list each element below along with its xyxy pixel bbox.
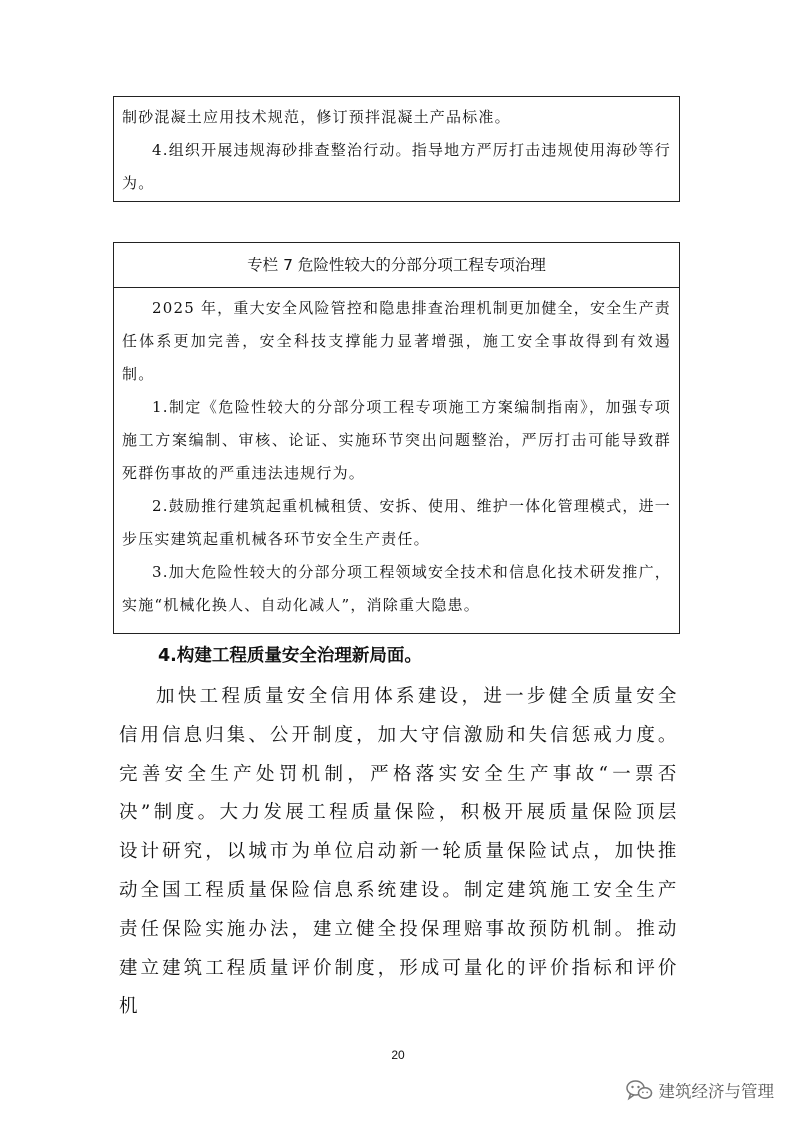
column-7-item-2: 2.鼓励推行建筑起重机械租赁、安拆、使用、维护一体化管理模式，进一步压实建筑起重机械各环节安全生产责任。 (122, 497, 671, 548)
section-body: 加快工程质量安全信用体系建设，进一步健全质量安全信用信息归集、公开制度，加大守信激励和失信惩戒力度。完善安全生产处罚机制，严格落实安全生产事故“一票否决”制度。大力发展工程质量保险，积极开展质量保险顶层设计研究，以城市为单位启动新一轮质量保险试点，加快推动全国工程质量保险信息系统建设。制定建筑施工安全生产责任保险实施办法，建立健全投保理赔事故预防机制。推动建立建筑工程质量评价制度，形成可量化的评价指标和评价机 (119, 686, 679, 1018)
column-7-title: 专栏 7 危险性较大的分部分项工程专项治理 (114, 243, 679, 288)
watermark-text: 建筑经济与管理 (658, 1082, 774, 1101)
section-heading: 4.构建工程质量安全治理新局面。 (158, 646, 422, 666)
box1-line-2: 4.组织开展违规海砂排查整治行动。指导地方严厉打击违规使用海砂等行为。 (122, 141, 671, 192)
column-7-item-1: 1.制定《危险性较大的分部分项工程专项施工方案编制指南》，加强专项施工方案编制、审核、论证、实施环节突出问题整治，严厉打击可能导致群死群伤事故的严重违法违规行为。 (122, 398, 671, 482)
watermark (625, 1078, 775, 1102)
wechat-icon (625, 1079, 653, 1101)
column-7-body (114, 288, 679, 622)
box1-line-1: 制砂混凝土应用技术规范，修订预拌混凝土产品标准。 (122, 108, 511, 126)
top-info-box (113, 96, 680, 202)
column-7-item-3: 3.加大危险性较大的分部分项工程领域安全技术和信息化技术研发推广，实施“机械化换人、自动化减人”，消除重大隐患。 (122, 563, 671, 614)
page-number: 20 (391, 1048, 405, 1062)
column-7-box (113, 242, 680, 634)
column-7-paragraph: 2025 年，重大安全风险管控和隐患排查治理机制更加健全，安全生产责任体系更加完善，安全科技支撑能力显著增强，施工安全事故得到有效遏制。 (122, 299, 671, 383)
